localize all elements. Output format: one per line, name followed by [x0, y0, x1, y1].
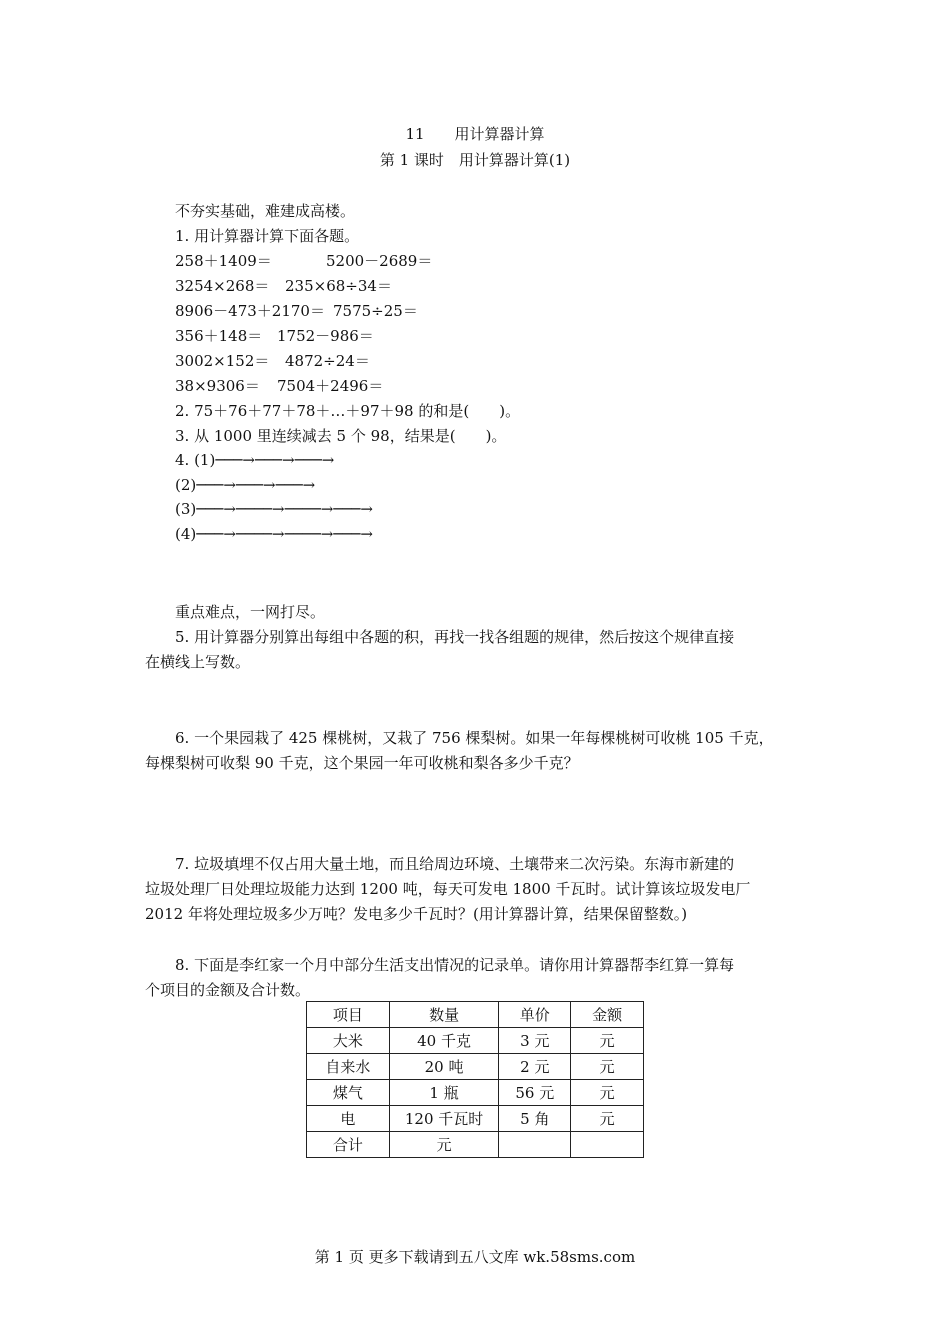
table-cell: 3 元 [499, 1028, 571, 1054]
table-header-cell: 金额 [571, 1002, 644, 1028]
table-cell [571, 1132, 644, 1158]
question-4-part-4: (4)───→────→────→───→ [175, 525, 373, 543]
question-5-line-1: 5. 用计算器分别算出每组中各题的积，再找一找各组题的规律，然后按这个规律直接 [175, 628, 735, 646]
table-row [307, 1080, 644, 1106]
question-8-line-1: 8. 下面是李红家一个月中部分生活支出情况的记录单。请你用计算器帮李红算一算每 [175, 956, 735, 974]
table-row [307, 1028, 644, 1054]
question-8-line-2: 个项目的金额及合计数。 [145, 981, 311, 999]
calc-3b: 7575÷25＝ [333, 302, 418, 320]
section2-heading: 重点难点，一网打尽。 [175, 603, 326, 621]
calc-4b: 1752－986＝ [277, 327, 374, 345]
calc-6b: 7504＋2496＝ [277, 377, 384, 395]
table-row-total [307, 1132, 644, 1158]
table-cell: 元 [571, 1080, 644, 1106]
question-5-line-2: 在横线上写数。 [145, 653, 251, 671]
table-cell: 元 [571, 1106, 644, 1132]
table-header-row [307, 1002, 644, 1028]
question-4-part-1: 4. (1)───→───→───→ [175, 451, 335, 469]
question-3: 3. 从 1000 里连续减去 5 个 98，结果是( )。 [175, 427, 507, 445]
question-7-line-2: 垃圾处理厂日处理垃圾能力达到 1200 吨，每天可发电 1800 千瓦时。试计算该垃圾发电厂 [145, 880, 751, 898]
table-cell: 大米 [307, 1028, 390, 1054]
table-row [307, 1106, 644, 1132]
section1-heading: 不夯实基础，难建成高楼。 [175, 202, 356, 220]
table-cell: 元 [571, 1054, 644, 1080]
lesson-title: 第 1 课时 用计算器计算(1) [379, 151, 571, 169]
calc-6a: 38×9306＝ [175, 377, 260, 395]
table-header-cell: 单价 [499, 1002, 571, 1028]
table-cell: 56 元 [499, 1080, 571, 1106]
table-cell [499, 1132, 571, 1158]
expense-table [306, 1001, 644, 1158]
table-cell: 元 [389, 1132, 499, 1158]
table-cell: 40 千克 [389, 1028, 499, 1054]
question-7-line-3: 2012 年将处理垃圾多少万吨？发电多少千瓦时？(用计算器计算，结果保留整数。) [145, 905, 688, 923]
table-cell: 5 角 [499, 1106, 571, 1132]
question-4-part-2: (2)───→───→───→ [175, 476, 316, 494]
table-cell: 元 [571, 1028, 644, 1054]
calc-1a: 258＋1409＝ [175, 252, 272, 270]
question-6-line-1: 6. 一个果园栽了 425 棵桃树，又栽了 756 棵梨树。如果一年每棵桃树可收桃 105 千克， [175, 729, 774, 747]
calc-1b: 5200－2689＝ [326, 252, 433, 270]
table-row [307, 1054, 644, 1080]
table-header-cell: 数量 [389, 1002, 499, 1028]
table-cell: 合计 [307, 1132, 390, 1158]
chapter-title: 11 用计算器计算 [405, 125, 545, 143]
calc-5a: 3002×152＝ [175, 352, 270, 370]
table-cell: 电 [307, 1106, 390, 1132]
table-cell: 20 吨 [389, 1054, 499, 1080]
question-7-line-1: 7. 垃圾填埋不仅占用大量土地，而且给周边环境、土壤带来二次污染。东海市新建的 [175, 855, 735, 873]
page-footer: 第 1 页 更多下载请到五八文库 wk.58sms.com [314, 1248, 636, 1266]
table-cell: 1 瓶 [389, 1080, 499, 1106]
calc-4a: 356＋148＝ [175, 327, 263, 345]
table-cell: 煤气 [307, 1080, 390, 1106]
question-1: 1. 用计算器计算下面各题。 [175, 227, 360, 245]
question-2: 2. 75＋76＋77＋78＋…＋97＋98 的和是( )。 [175, 402, 521, 420]
calc-3a: 8906－473＋2170＝ [175, 302, 325, 320]
table-cell: 120 千瓦时 [389, 1106, 499, 1132]
calc-2b: 235×68÷34＝ [285, 277, 392, 295]
table-cell: 自来水 [307, 1054, 390, 1080]
table-header-cell: 项目 [307, 1002, 390, 1028]
question-4-part-3: (3)───→────→────→───→ [175, 500, 373, 518]
calc-5b: 4872÷24＝ [285, 352, 370, 370]
question-6-line-2: 每棵梨树可收梨 90 千克，这个果园一年可收桃和梨各多少千克？ [145, 754, 579, 772]
table-cell: 2 元 [499, 1054, 571, 1080]
calc-2a: 3254×268＝ [175, 277, 270, 295]
